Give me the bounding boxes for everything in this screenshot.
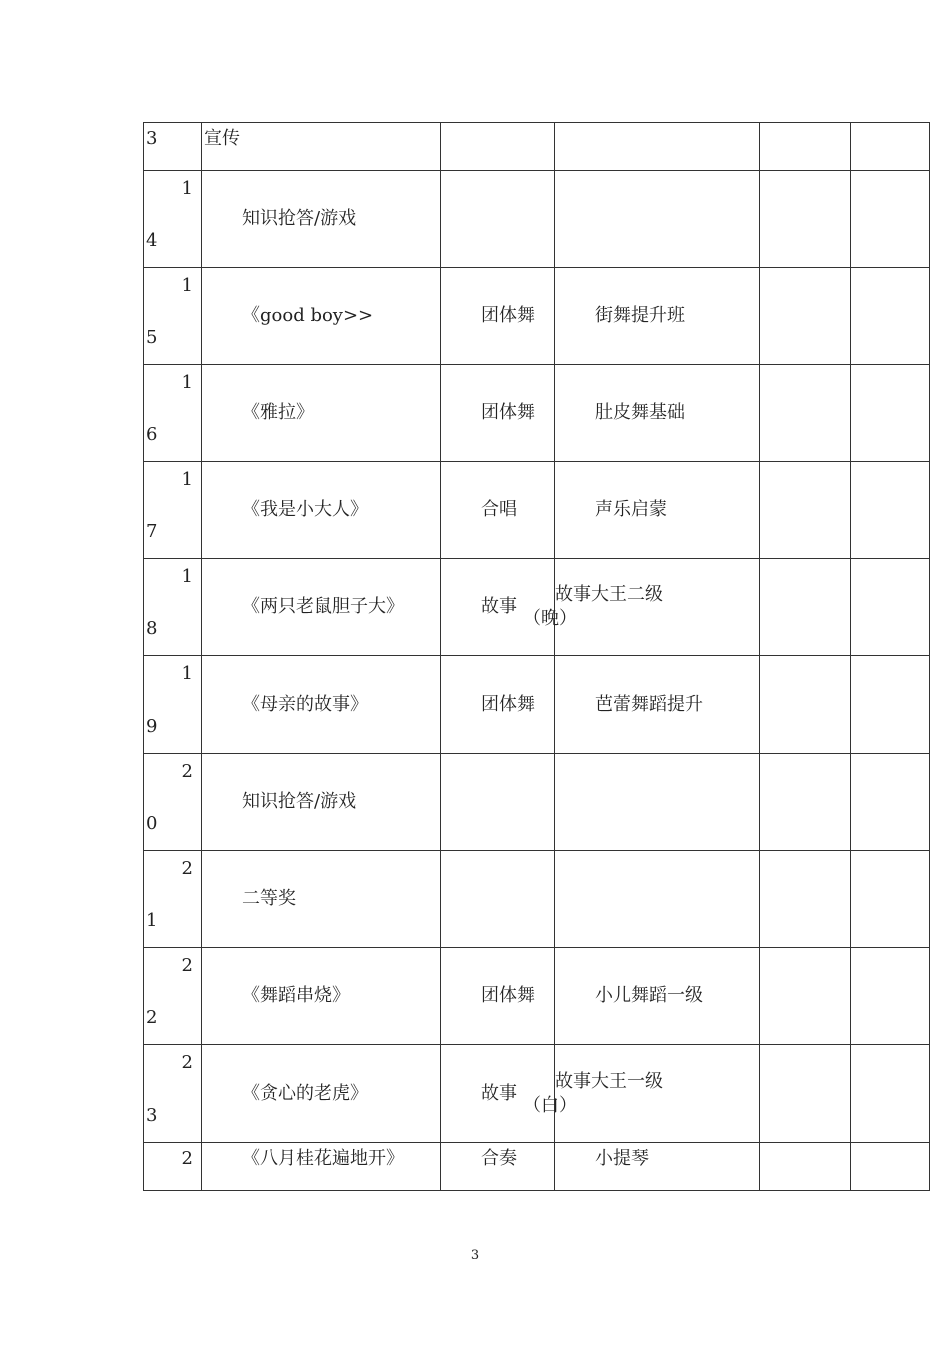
row-number-digit-1: 1 (181, 178, 193, 199)
empty-cell (760, 365, 851, 462)
table-row (144, 1045, 930, 1143)
program-type-cell: 团体舞 (441, 656, 555, 754)
empty-cell (760, 656, 851, 754)
row-number-digit-1: 1 (181, 469, 193, 490)
program-type-cell (441, 851, 555, 948)
empty-cell (760, 851, 851, 948)
row-number-digit-2: 6 (146, 424, 158, 445)
program-type-cell (441, 123, 555, 171)
class-cell: 小提琴 (555, 1143, 760, 1191)
row-number-cell (144, 171, 202, 268)
table-row (144, 123, 930, 171)
row-number-digit-1: 2 (181, 1148, 193, 1169)
row-number-cell (144, 365, 202, 462)
class-cell (523, 1045, 760, 1143)
empty-cell (760, 171, 851, 268)
empty-cell (851, 656, 930, 754)
row-number-digit-2: 5 (146, 327, 158, 348)
program-name-cell: 知识抢答/游戏 (202, 754, 441, 851)
empty-cell (851, 171, 930, 268)
row-number: 3 (146, 128, 158, 149)
empty-cell (851, 1045, 930, 1143)
program-name-cell: 《我是小大人》 (202, 462, 441, 559)
program-type-cell (441, 754, 555, 851)
program-name-cell: 《雅拉》 (202, 365, 441, 462)
class-cell (555, 851, 760, 948)
table-row (144, 754, 930, 851)
program-name-cell: 《八月桂花遍地开》 (202, 1143, 441, 1191)
class-name: 故事大王二级 (555, 584, 663, 605)
row-number-digit-1: 1 (181, 663, 193, 684)
empty-cell (760, 948, 851, 1045)
table-row (144, 365, 930, 462)
empty-cell (851, 462, 930, 559)
empty-cell (760, 1045, 851, 1143)
program-name-cell: 《贪心的老虎》 (202, 1045, 441, 1143)
empty-cell (851, 268, 930, 365)
table-row (144, 851, 930, 948)
row-number-digit-1: 2 (181, 955, 193, 976)
program-type-cell: 团体舞 (441, 365, 555, 462)
table-row (144, 268, 930, 365)
program-table (143, 122, 930, 1191)
row-number-cell (144, 1045, 202, 1143)
empty-cell (851, 123, 930, 171)
program-type-cell: 团体舞 (441, 948, 555, 1045)
row-number-digit-1: 1 (181, 275, 193, 296)
program-type-cell (441, 171, 555, 268)
empty-cell (760, 1143, 851, 1191)
row-number-cell (144, 123, 202, 171)
program-type-cell: 合唱 (441, 462, 555, 559)
row-number-cell (144, 656, 202, 754)
class-name: 故事大王一级 (555, 1070, 663, 1092)
program-name-cell: 《母亲的故事》 (202, 656, 441, 754)
program-type-cell: 故事 (441, 559, 555, 656)
row-number-digit-2: 7 (146, 521, 158, 542)
program-type-cell: 合奏 (441, 1143, 555, 1191)
row-number-cell (144, 462, 202, 559)
row-number-digit-1: 1 (181, 566, 193, 587)
row-number-digit-2: 9 (146, 716, 158, 737)
class-cell (555, 123, 760, 171)
table-row (144, 559, 930, 656)
row-number-digit-1: 2 (181, 761, 193, 782)
row-number-digit-2: 1 (146, 910, 158, 931)
program-name-cell: 知识抢答/游戏 (202, 171, 441, 268)
program-type-cell: 团体舞 (441, 268, 555, 365)
empty-cell (851, 851, 930, 948)
empty-cell (760, 754, 851, 851)
empty-cell (760, 462, 851, 559)
empty-cell (851, 365, 930, 462)
empty-cell (851, 948, 930, 1045)
table-row (144, 1143, 930, 1191)
table-row (144, 171, 930, 268)
row-number-digit-2: 8 (146, 618, 158, 639)
empty-cell (760, 268, 851, 365)
class-cell: 小儿舞蹈一级 (555, 948, 760, 1045)
row-number-digit-2: 4 (146, 230, 158, 251)
row-number-cell (144, 754, 202, 851)
row-number-digit-2: 0 (146, 813, 158, 834)
table-row (144, 948, 930, 1045)
row-number-cell (144, 1143, 202, 1191)
empty-cell (760, 123, 851, 171)
table-row (144, 656, 930, 754)
class-cell: 肚皮舞基础 (555, 365, 760, 462)
table-row (144, 462, 930, 559)
program-name-cell: 二等奖 (202, 851, 441, 948)
row-number-cell (144, 268, 202, 365)
empty-cell (760, 559, 851, 656)
page-number: 3 (470, 1248, 480, 1263)
class-cell: 街舞提升班 (555, 268, 760, 365)
class-cell (523, 559, 760, 656)
class-cell (555, 754, 760, 851)
class-cell: 声乐启蒙 (555, 462, 760, 559)
program-name-cell: 《舞蹈串烧》 (202, 948, 441, 1045)
empty-cell (851, 1143, 930, 1191)
row-number-digit-1: 1 (181, 372, 193, 393)
row-number-digit-2: 3 (146, 1105, 158, 1126)
row-number-digit-2: 2 (146, 1007, 158, 1028)
class-cell: 芭蕾舞蹈提升 (555, 656, 760, 754)
empty-cell (851, 754, 930, 851)
row-number-cell (144, 948, 202, 1045)
class-session: （晚） (523, 608, 577, 629)
row-number-digit-1: 2 (181, 858, 193, 879)
row-number-cell (144, 851, 202, 948)
program-name-cell: 《good boy>> (202, 268, 441, 365)
row-number-cell (144, 559, 202, 656)
program-type-cell: 故事 (441, 1045, 555, 1143)
program-name-cell: 宣传 (202, 123, 441, 171)
class-cell (555, 171, 760, 268)
empty-cell (851, 559, 930, 656)
row-number-digit-1: 2 (181, 1052, 193, 1073)
program-name-cell: 《两只老鼠胆子大》 (202, 559, 441, 656)
class-session: （白） (523, 1094, 577, 1116)
